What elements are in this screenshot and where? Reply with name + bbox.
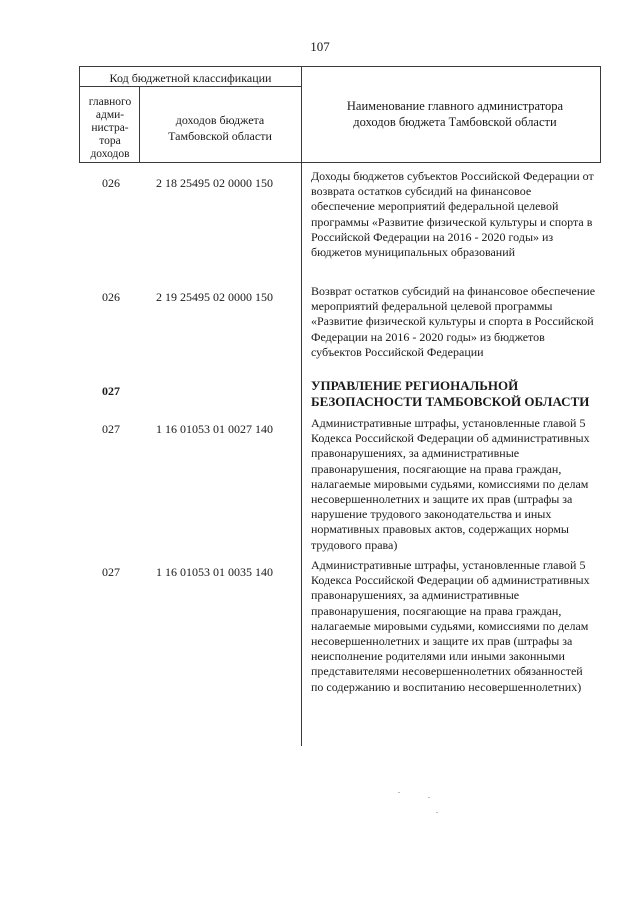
scan-speck [428, 797, 430, 798]
scan-speck [436, 812, 438, 813]
page-number: 107 [310, 39, 330, 54]
table-row-2-kbk: 2 19 25495 02 0000 150 [156, 290, 273, 304]
table-row-1-name: Доходы бюджетов субъектов Российской Федерации от возврата остатков субсидий на финансовое обеспечение мероприятий федеральной целевой программы «Развитие физической культуры и спорта в Российской Федерации на 2016 - 2020 годы» из бюджетов муниципальных образований [311, 169, 594, 260]
table-top-border [79, 66, 601, 67]
header-admin-name: Наименование главного администратора доходов бюджета Тамбовской области [346, 99, 564, 129]
table-row-5-admin-code: 027 [102, 565, 120, 579]
table-row-3-admin-code: 027 [102, 384, 120, 398]
header-group-label: Код бюджетной классификации [109, 71, 272, 85]
table-row-4-name: Административные штрафы, установленные главой 5 Кодекса Российской Федерации об административных правонарушениях, за административные правонарушения, посягающие на права граждан, налагаемые мировыми судьями, комиссиями по делам несовершеннолетних и защите их прав (штрафы за нарушение трудового законодательства и иных нормативных правовых актов, содержащих нормы трудового права) [311, 416, 590, 552]
table-row-2-name: Возврат остатков субсидий на финансовое обеспечение мероприятий федеральной целевой программы «Развитие физической культуры и спорта в Российской Федерации на 2016 - 2020 годы» из бюджетов субъектов Российской Федерации [311, 284, 596, 359]
table-right-border [600, 66, 601, 163]
table-group-divider [79, 86, 301, 87]
table-row-4-kbk: 1 16 01053 01 0027 140 [156, 422, 273, 436]
table-col1-divider [139, 86, 140, 163]
header-admin-code: главного адми-нистра-тора доходов [88, 96, 132, 160]
section-heading: УПРАВЛЕНИЕ РЕГИОНАЛЬНОЙ БЕЗОПАСНОСТИ ТАМБОВСКОЙ ОБЛАСТИ [311, 378, 590, 409]
table-row-4-admin-code: 027 [102, 422, 120, 436]
table-row-1-kbk: 2 18 25495 02 0000 150 [156, 176, 273, 190]
table-row-1-admin-code: 026 [102, 176, 120, 190]
table-col2-divider [301, 66, 302, 746]
table-row-5-name: Административные штрафы, установленные главой 5 Кодекса Российской Федерации об административных правонарушениях, за административные правонарушения, посягающие на права граждан, налагаемые мировыми судьями, комиссиями по делам несовершеннолетних и защите их прав (штрафы за неисполнение родителями или иными законными представителями несовершеннолетних обязанностей по содержанию и воспитанию несовершеннолетних) [311, 558, 590, 694]
scan-speck [398, 792, 400, 793]
table-row-5-kbk: 1 16 01053 01 0035 140 [156, 565, 273, 579]
table-row-2-admin-code: 026 [102, 290, 120, 304]
table-header-bottom-border [79, 162, 601, 163]
header-revenue-code: доходов бюджета Тамбовской области [168, 113, 272, 143]
